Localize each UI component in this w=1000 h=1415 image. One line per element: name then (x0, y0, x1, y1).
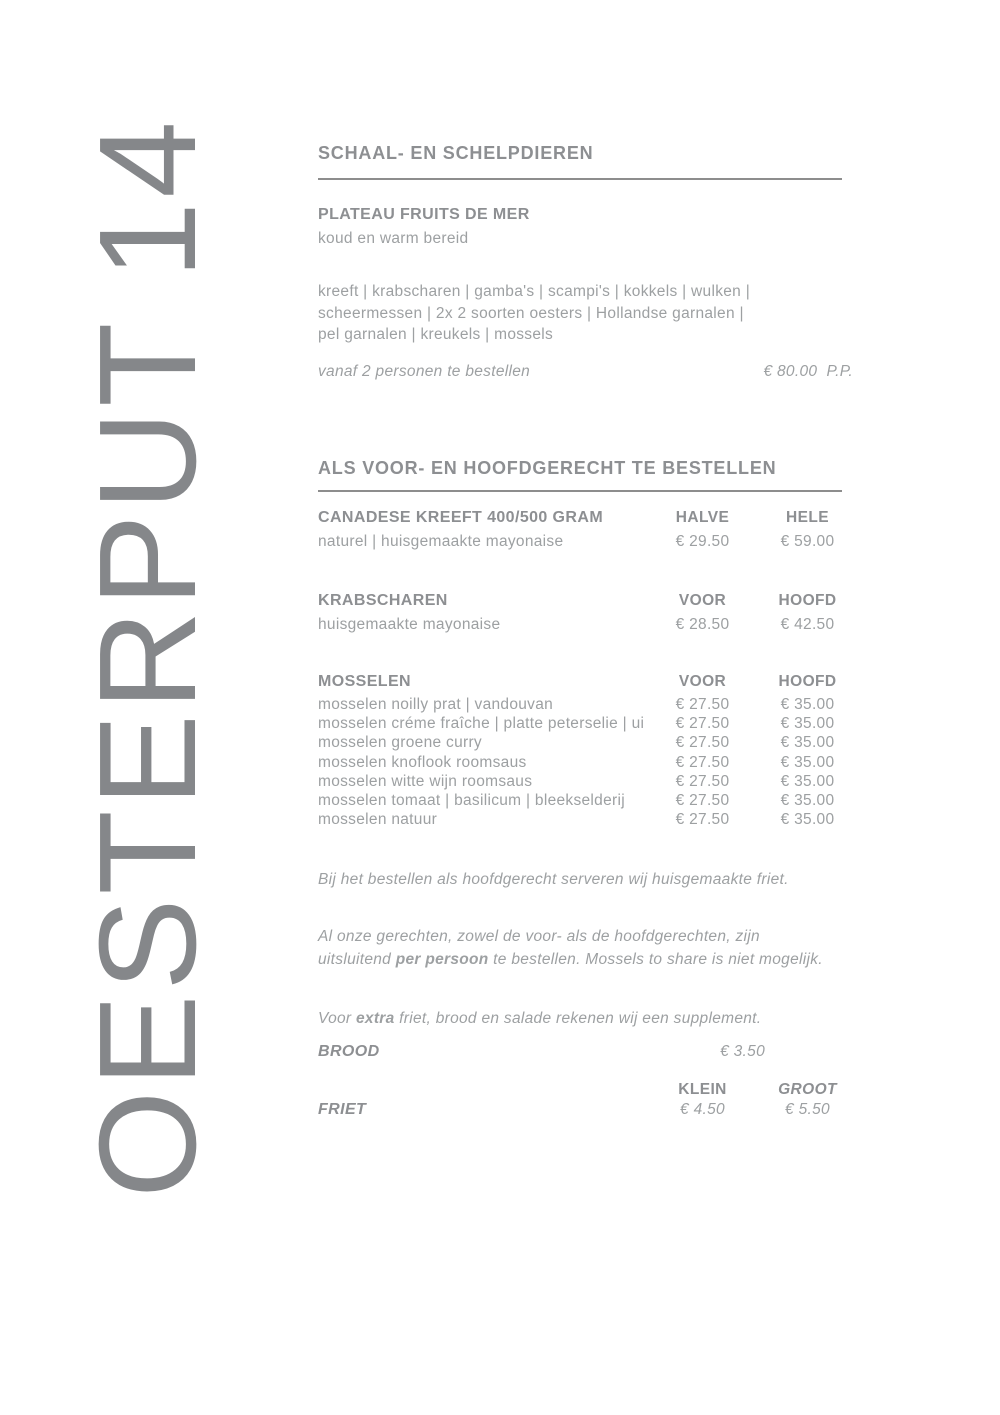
dish-desc-krabscharen: huisgemaakte mayonaise (318, 616, 501, 633)
price-hoofd: € 35.00 (780, 734, 835, 752)
note-friet: Bij het bestellen als hoofdgerecht serveren wij huisgemaakte friet. (318, 871, 789, 888)
price-hoofd: € 35.00 (780, 811, 835, 829)
price-voor: € 27.50 (675, 734, 730, 752)
table-row (318, 753, 860, 772)
mosselen-table (318, 695, 860, 829)
note-text: Al onze gerechten, zowel de voor- als de hoofdgerechten, zijn (318, 928, 760, 945)
mossel-variant: mosselen knoflook roomsaus (318, 753, 527, 771)
note-text: Voor (318, 1010, 356, 1027)
section-rule (318, 178, 842, 180)
dish-name-brood: BROOD (318, 1043, 380, 1060)
note-supplement (318, 1008, 860, 1031)
mossel-variant: mosselen noilly prat | vandouvan (318, 696, 554, 713)
column-header-halve: HALVE (675, 509, 730, 526)
note-line (318, 926, 860, 949)
note-text: friet, brood en salade rekenen wij een supplement. (394, 1010, 762, 1027)
section-rule (318, 490, 842, 492)
plateau-order-row (318, 361, 860, 383)
table-row (318, 772, 860, 791)
price-krabscharen-hoofd: € 42.50 (780, 616, 835, 633)
price-hoofd: € 35.00 (780, 715, 835, 733)
note-per-persoon (318, 926, 860, 971)
mossel-variant: mosselen créme fraîche | platte peterselie | ui (318, 715, 645, 733)
dish-name-krabscharen: KRABSCHAREN (318, 592, 448, 609)
mossel-variant: mosselen natuur (318, 811, 438, 829)
note-text: uitsluitend (318, 950, 396, 968)
friet-columns-header (318, 1081, 860, 1099)
dish-row-kreeft-prices (318, 531, 860, 553)
brand-vertical-title: OESTERPUT 14 (71, 117, 225, 1198)
table-row (318, 733, 860, 752)
price-hoofd: € 35.00 (780, 696, 835, 713)
table-row (318, 791, 860, 810)
dish-desc-kreeft: naturel | huisgemaakte mayonaise (318, 533, 564, 550)
dish-row-kreeft-header (318, 509, 860, 527)
ingredient-line: pel garnalen | kreukels | mossels (318, 326, 554, 343)
table-row (318, 810, 860, 829)
column-header-voor: VOOR (678, 673, 727, 690)
price-hoofd: € 35.00 (780, 753, 835, 771)
price-kreeft-halve: € 29.50 (675, 533, 730, 550)
price-voor: € 27.50 (675, 772, 730, 790)
dish-subtitle-plateau: koud en warm bereid (318, 230, 469, 247)
mossel-variant: mosselen tomaat | basilicum | bleekselderij (318, 792, 625, 810)
price-voor: € 27.50 (675, 753, 730, 771)
price-plateau: € 80.00 P.P. (763, 363, 853, 380)
price-krabscharen-voor: € 28.50 (675, 616, 730, 633)
table-row (318, 695, 860, 714)
price-brood: € 3.50 (720, 1043, 765, 1060)
dish-row-krabscharen-prices (318, 614, 860, 636)
note-text-bold: extra (355, 1010, 395, 1027)
price-voor: € 27.50 (675, 715, 730, 733)
dish-name-mosselen: MOSSELEN (318, 673, 411, 690)
note-line (318, 949, 860, 972)
mossel-variant: mosselen groene curry (318, 734, 482, 752)
mossel-variant: mosselen witte wijn roomsaus (318, 772, 533, 790)
column-header-hoofd: HOOFD (778, 592, 837, 609)
table-row (318, 714, 860, 733)
price-voor: € 27.50 (675, 811, 730, 829)
dish-name-friet: FRIET (318, 1101, 367, 1118)
dish-row-brood (318, 1043, 860, 1061)
price-hoofd: € 35.00 (780, 772, 835, 790)
price-hoofd: € 35.00 (780, 792, 835, 810)
section-title-voorhoofd: ALS VOOR- EN HOOFDGERECHT TE BESTELLEN (318, 458, 777, 478)
note-text-bold: per persoon (395, 950, 489, 968)
dish-ingredients-plateau (318, 281, 860, 346)
order-note: vanaf 2 personen te bestellen (318, 363, 531, 380)
column-header-hoofd: HOOFD (778, 673, 837, 690)
dish-row-krabscharen-header (318, 592, 860, 610)
dish-row-friet (318, 1101, 860, 1119)
price-voor: € 27.50 (675, 696, 730, 713)
column-header-groot: GROOT (778, 1081, 837, 1098)
price-voor: € 27.50 (675, 792, 730, 810)
section-title-schaaldieren: SCHAAL- EN SCHELPDIEREN (318, 143, 594, 163)
column-header-klein: KLEIN (678, 1081, 727, 1098)
dish-row-mosselen-header (318, 673, 860, 691)
ingredient-line: kreeft | krabscharen | gamba's | scampi's | kokkels | wulken | (318, 283, 751, 300)
price-friet-klein: € 4.50 (680, 1101, 725, 1118)
dish-name-kreeft: CANADESE KREEFT 400/500 GRAM (318, 509, 604, 526)
price-kreeft-hele: € 59.00 (780, 533, 835, 550)
column-header-voor: VOOR (678, 592, 727, 609)
column-header-hele: HELE (786, 509, 829, 526)
price-friet-groot: € 5.50 (785, 1101, 830, 1118)
note-text: te bestellen. Mossels to share is niet mogelijk. (488, 950, 823, 968)
ingredient-line: scheermessen | 2x 2 soorten oesters | Hollandse garnalen | (318, 304, 744, 322)
dish-name-plateau: PLATEAU FRUITS DE MER (318, 206, 530, 223)
